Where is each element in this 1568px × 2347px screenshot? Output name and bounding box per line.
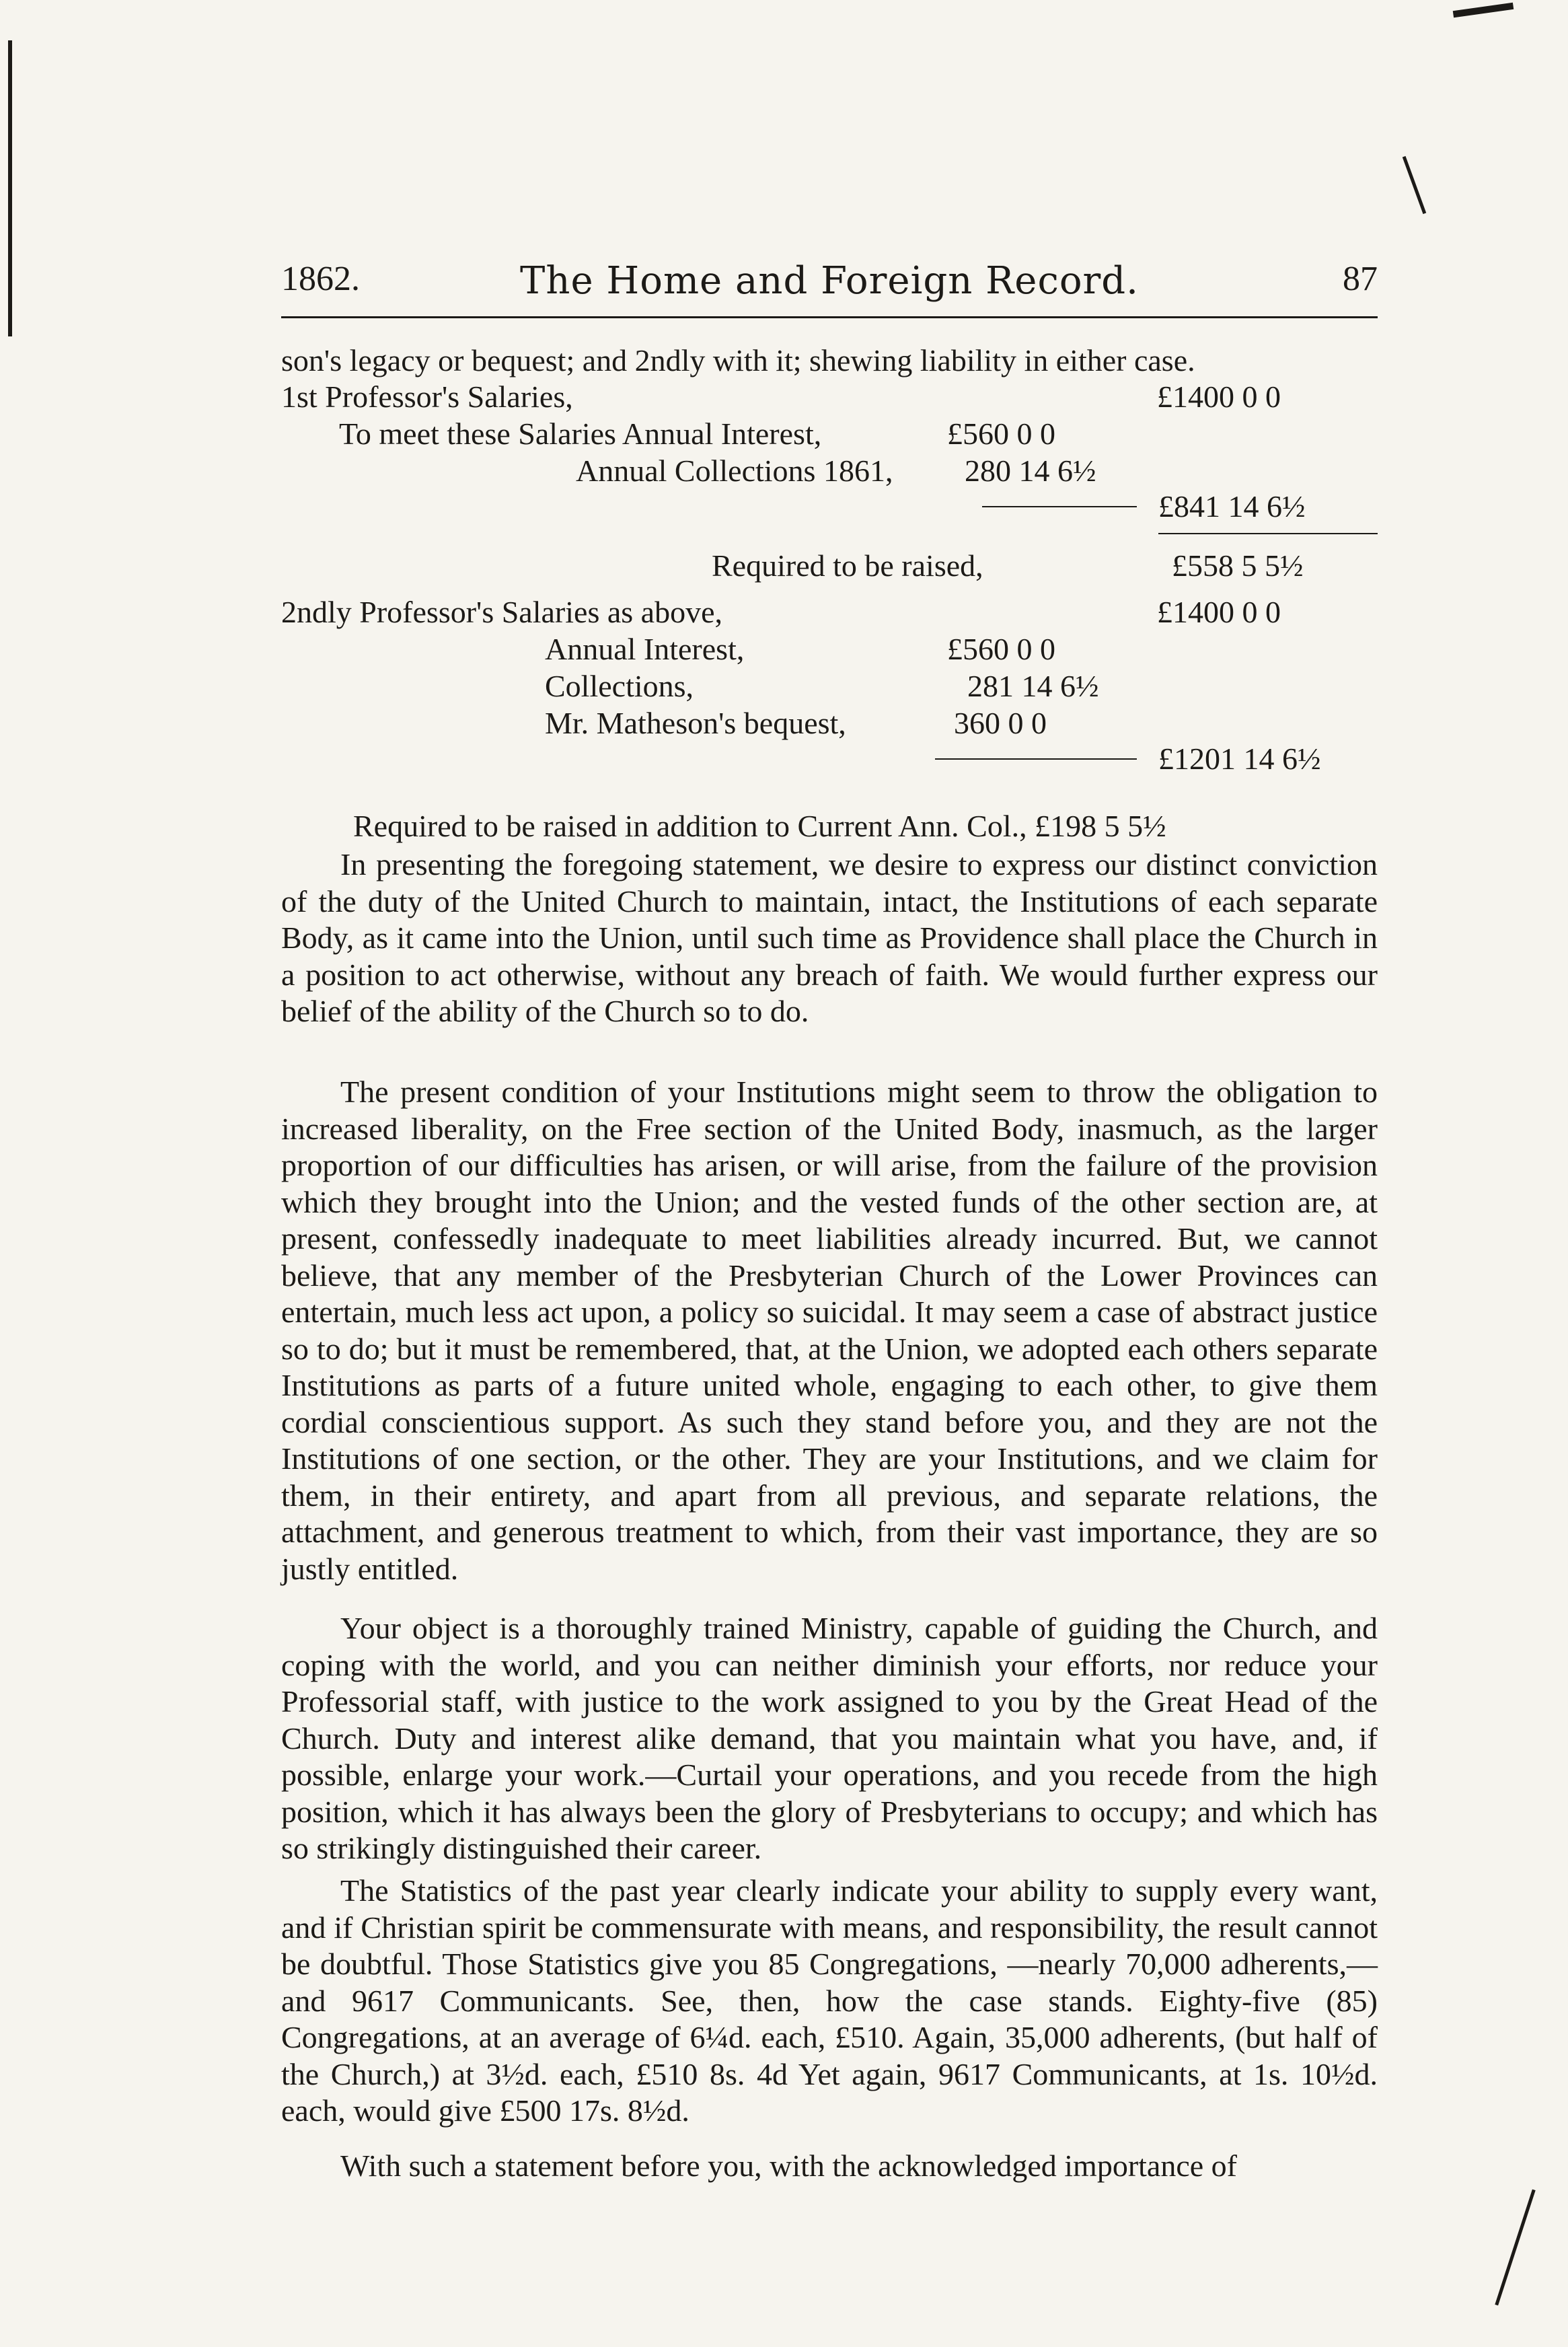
statement-label: Annual Collections 1861,: [576, 454, 893, 488]
statement-amount: 280 14 6½: [965, 454, 1096, 488]
sum-rule: [935, 758, 1137, 760]
statement-amount: £560 0 0: [947, 417, 1055, 451]
paragraph: In presenting the foregoing statement, we desire to express our distinct conviction of the duty of the United Church to maintain, intact, the Institutions of each separate Body, as it came into the Union, until such time as Providence shall place the Church in a position to act otherwise, without any breach of faith. We would further express our belief of the ability of the Church so to do.: [281, 847, 1378, 1028]
statement-label: 1st Professor's Salaries,: [281, 380, 573, 414]
paragraph: With such a statement before you, with the acknowledged importance of: [340, 2149, 1237, 2183]
sum-rule: [1158, 533, 1378, 534]
header-rule: [281, 316, 1378, 318]
statement-amount: £1400 0 0: [1157, 595, 1281, 629]
statement-line: Required to be raised in addition to Current Ann. Col., £198 5 5½: [353, 809, 1166, 843]
scan-edge-mark: [1495, 2190, 1535, 2306]
statement-label: Mr. Matheson's bequest,: [545, 706, 846, 740]
statement-amount: 281 14 6½: [967, 669, 1099, 703]
statement-line: son's legacy or bequest; and 2ndly with it; shewing liability in either case.: [281, 343, 1195, 377]
scan-edge-mark: [8, 40, 12, 336]
statement-label: Required to be raised,: [712, 548, 983, 583]
paragraph: The present condition of your Institutions might seem to throw the obligation to increased liberality, on the Free section of the United Body, inasmuch, as the larger proportion of our difficulties has arisen, or will arise, from the failure of the provision which they brought into the Union; and the vested funds of the other section are, at present, confessedly inadequate to meet liabilities already incurred. But, we cannot believe, that any member of the Presbyterian Church of the Lower Provinces can entertain, much less act upon, a policy so suicidal. It may seem a case of abstract justice so to do; but it must be remembered, that, at the Union, we adopted each others separate Institutions as parts of a future united whole, engaging to each other, to give them cordial conscientious support. As such they stand before you, and they are not the Institutions of one section, or the other. They are your Institutions, and we claim for them, in their entirety, and apart from all previous, and separate relations, the attachment, and generous treatment to which, from their vast importance, they are so justly entitled.: [281, 1075, 1378, 1586]
statement-amount: £558 5 5½: [1172, 548, 1304, 583]
statement-total: £841 14 6½: [1158, 489, 1306, 523]
scan-edge-mark: [1403, 156, 1426, 214]
statement-total: £1201 14 6½: [1158, 742, 1321, 776]
header-page-number: 87: [1343, 260, 1378, 298]
statement-amount: 360 0 0: [954, 706, 1047, 740]
sum-rule: [982, 506, 1137, 507]
statement-amount: £1400 0 0: [1157, 380, 1281, 414]
statement-amount: £560 0 0: [947, 632, 1055, 666]
paragraph: The Statistics of the past year clearly indicate your ability to supply every want, and if Christian spirit be commensurate with means, and responsibility, the result cannot be doubtful. Those Statistics give you 85 Congregations, —nearly 70,000 adherents,—and 9617 Communicants. See, then, how the case stands. Eighty-five (85) Congregations, at an average of 6¼d. each, £510. Again, 35,000 adherents, (but half of the Church,) at 3½d. each, £510 8s. 4d Yet again, 9617 Communicants, at 1s. 10½d. each, would give £500 17s. 8½d.: [281, 1873, 1378, 2128]
statement-label: Collections,: [545, 669, 694, 703]
header-year: 1862.: [281, 260, 360, 298]
statement-label: To meet these Salaries Annual Interest,: [339, 417, 822, 451]
statement-label: Annual Interest,: [545, 632, 745, 666]
running-header: [281, 259, 1378, 308]
scan-edge-mark: [1453, 3, 1514, 17]
statement-label: 2ndly Professor's Salaries as above,: [281, 595, 722, 629]
paragraph: Your object is a thoroughly trained Ministry, capable of guiding the Church, and coping with the world, and you can neither diminish your efforts, nor reduce your Professorial staff, with justice to the work assigned to you by the Great Head of the Church. Duty and interest alike demand, that you maintain what you have, and, if possible, enlarge your work.—Curtail your operations, and you recede from the high position, which it has always been the glory of Presbyterians to occupy; and which has so strikingly distinguished their career.: [281, 1611, 1378, 1865]
header-title: The Home and Foreign Record.: [520, 259, 1139, 303]
